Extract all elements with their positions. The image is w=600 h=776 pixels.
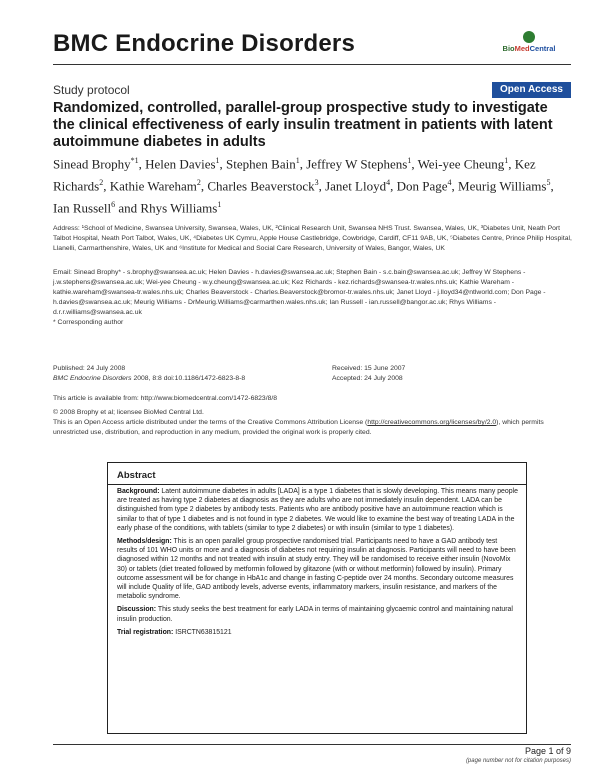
author-name: Rhys Williams bbox=[140, 199, 218, 215]
author-name: Stephen Bain bbox=[226, 156, 296, 172]
citation: BMC Endocrine Disorders 2008, 8:8 doi:10.1186/1472-6823-8-8 bbox=[53, 375, 246, 382]
abstract-background: Background: Latent autoimmune diabetes in adults [LADA] is a type 1 diabetes that is slowly developing. This means many people are treated as having type 2 diabetes at diagnosis as they are adults who are not immediately insulin dependent. LADA can be distinguished from type 2 diabetes by antibody tests. Patients who are antibody positive have an autoimmune reaction which is similar to that of type 1 diabetes and is not found in type 2 diabetes. We would like to examine the best way of treating LADA in the early phase of the conditions, with tablets (similar to type 2 diabetes) or with insulin (similar to type 1 diabetes). bbox=[117, 488, 518, 532]
author-affiliation: 3 bbox=[314, 177, 319, 187]
author-name: Jeffrey W Stephens bbox=[306, 156, 408, 172]
journal-title: BMC Endocrine Disorders bbox=[53, 30, 355, 57]
email-list: Email: Sinead Brophy* - s.brophy@swansea.ac.uk; Helen Davies - h.davies@swansea.ac.uk; Stephen Bain - s.c.bain@swansea.ac.uk; Jeffrey W Stephens - j.w.stephens@swansea.ac.uk; Wei-yee Cheung - w.y.cheung@swansea.ac.uk; Kez Richards - kez.richards@swansea-tr.wales.nhs.uk; Kathie Wareham - kathie.wareham@swansea-tr.wales.nhs.uk; Charles Beaverstock - Charles.Beaverstock@bromor-tr.wales.nhs.uk; Janet Lloyd - j.lloyd34@ntlworld.com; Don Page - h.davies@swansea.ac.uk; Meurig Williams - DrMeurig.Williams@carmarthen.wales.nhs.uk; Ian Russell - ian.russell@bangor.ac.uk; Rhys Williams - d.r.r.williams@swansea.ac.uk bbox=[53, 269, 546, 316]
corresponding-author-note: * Corresponding author bbox=[53, 319, 124, 326]
abstract-heading: Abstract bbox=[117, 470, 156, 481]
abstract-box bbox=[107, 462, 527, 734]
author-affiliation: 2 bbox=[196, 177, 201, 187]
biomed-central-logo bbox=[494, 31, 564, 53]
author-name: Helen Davies bbox=[145, 156, 216, 172]
author-list: Sinead Brophy$^{*1}$, Helen Davies$^1$, Stephen Bain$^1$, Jeffrey W Stephens$^1$, Wei-yee Cheung$^1$, Kez Richards$^2$, Kathie Wareham$^2$, Charles Beaverstock$^3$, Janet Lloyd$^4$, Don Page$^4$, Meurig Williams$^5$, Ian Russell$^6$ and Rhys Williams$^1$ bbox=[53, 156, 554, 215]
abstract-discussion: Discussion: This study seeks the best treatment for early LADA in terms of maintaining glycaemic control and maintaining natural insulin production. bbox=[117, 606, 513, 623]
license-text: This is an Open Access article distributed under the terms of the Creative Commons Attribution License (http://creativecommons.org/licenses/by/2.0), which permits unrestricted use, distribution, and reproduction in any medium, provided the original work is properly cited. bbox=[53, 419, 544, 436]
author-name: Don Page bbox=[396, 178, 448, 194]
author-affiliation: 1 bbox=[295, 156, 300, 165]
author-affiliation: 1 bbox=[215, 156, 220, 165]
author-affiliation: *1 bbox=[130, 156, 139, 165]
author-name: Sinead Brophy bbox=[53, 156, 131, 172]
article-url[interactable]: This article is available from: http://www.biomedcentral.com/1472-6823/8/8 bbox=[53, 395, 278, 402]
received-date: Received: 15 June 2007 bbox=[332, 365, 406, 372]
affiliations: Address: ¹School of Medicine, Swansea University, Swansea, Wales, UK, ²Clinical Research Unit, Swansea NHS Trust. Swansea, Wales, UK, ³Diabetes Unit, Neath Port Talbot Hospital, Neath Port Talbot, Wales, UK, ⁴Diabetes UK Cymru, Apple House Castlebridge, Cowbridge, Cardiff, CF11 9AB, UK, ⁵Diabetes Centre, Prince Philip Hospital, Llanelli, Carmarthenshire, Wales, UK and ⁶Institute for Medical and Social Care Research, University of Wales, Bangor, Wales, UK bbox=[53, 225, 572, 252]
open-access-badge: Open Access bbox=[492, 82, 571, 98]
author-affiliation: 2 bbox=[99, 177, 104, 187]
author-affiliation: 1 bbox=[407, 156, 412, 165]
abstract-trial-registration: Trial registration: ISRCTN63815121 bbox=[117, 628, 232, 636]
page-number: Page 1 of 9 bbox=[524, 746, 571, 756]
author-name: Kathie Wareham bbox=[109, 178, 197, 194]
author-affiliation: 4 bbox=[386, 177, 391, 187]
abstract-divider bbox=[108, 484, 526, 485]
author-affiliation: 1 bbox=[504, 156, 509, 165]
author-name: Janet Lloyd bbox=[325, 178, 387, 194]
publication-info bbox=[53, 364, 353, 384]
abstract-methods: Methods/design: This is an open parallel group prospective randomised trial. Participants need to have a GAD antibody test results of 101 WHO units or more and a diagnosis of diabetes not requiring insulin at diagnosis. Participants will need to have been diagnosed within 12 months and not treated with insulin at study entry. They will be randomised to receive either insulin (NovoMix 30) or tablets (diet treated followed by metformin followed by glitazone (with or without metformin) followed by insulin). Primary outcome assessment will be for change in HbA1c and change in fasting C-peptide over 24 months. Secondary outcome measures will include Quality of life, GAD antibody levels, adverse events, inflammatory markers, insulin resistance, and markers of the metabolic syndrome. bbox=[117, 538, 516, 601]
author-name: Kez Richards bbox=[53, 156, 536, 194]
footer-divider bbox=[53, 744, 571, 745]
author-affiliation: 1 bbox=[217, 199, 222, 209]
author-name: Meurig Williams bbox=[458, 178, 547, 194]
author-name: Ian Russell bbox=[53, 199, 112, 215]
author-affiliation: 6 bbox=[111, 199, 116, 209]
received-accepted bbox=[332, 364, 572, 384]
license-block bbox=[53, 408, 573, 438]
author-name: Charles Beaverstock bbox=[207, 178, 315, 194]
logo-text: BioMedCentral bbox=[502, 44, 556, 53]
author-joiner: and bbox=[115, 199, 141, 215]
author-affiliation: 4 bbox=[447, 177, 452, 187]
page-note: (page number not for citation purposes) bbox=[465, 758, 571, 764]
logo-mark-icon bbox=[523, 31, 535, 43]
license-link[interactable]: http://creativecommons.org/licenses/by/2.0 bbox=[367, 419, 497, 426]
article-title: Randomized, controlled, parallel-group prospective study to investigate the clinical effectiveness of early insulin treatment in patients with latent autoimmune diabetes in adults bbox=[53, 100, 553, 150]
header-divider bbox=[53, 64, 571, 65]
published-date: Published: 24 July 2008 bbox=[53, 365, 126, 372]
author-emails bbox=[53, 268, 573, 328]
article-type: Study protocol bbox=[53, 83, 130, 97]
accepted-date: Accepted: 24 July 2008 bbox=[332, 375, 403, 382]
author-affiliation: 5 bbox=[546, 177, 551, 187]
copyright: © 2008 Brophy et al; licensee BioMed Central Ltd. bbox=[53, 409, 204, 416]
author-name: Wei-yee Cheung bbox=[417, 156, 505, 172]
abstract-body bbox=[117, 487, 519, 641]
